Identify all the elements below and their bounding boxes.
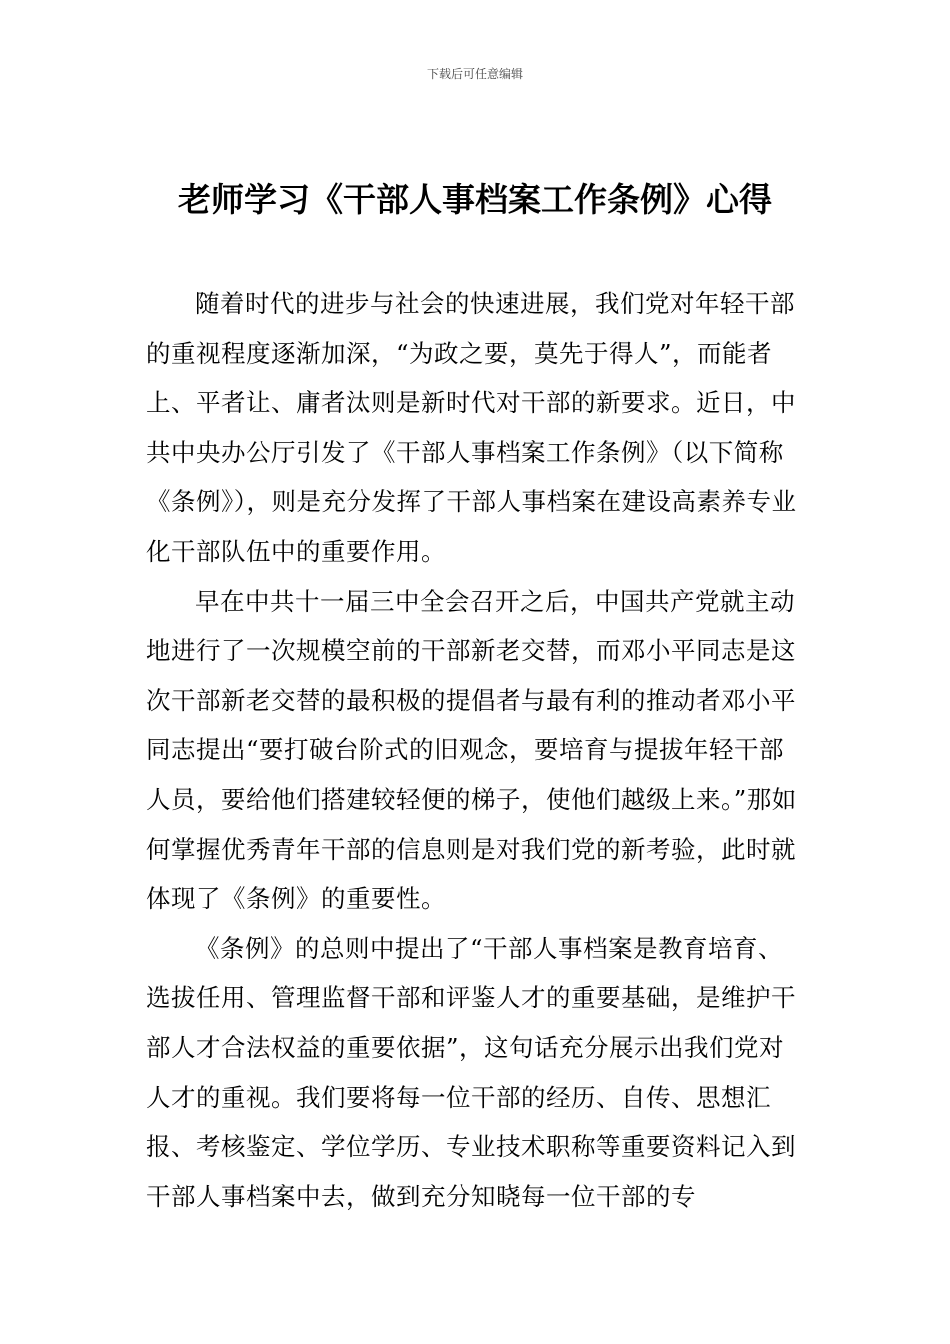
paragraph-2: 早在中共十一届三中全会召开之后，中国共产党就主动地进行了一次规模空前的干部新老交替，而邓小平同志是这次干部新老交替的最积极的提倡者与最有利的推动者邓小平同志提出“要打破台阶式的旧观念，要培育与提拔年轻干部人员，要给他们搭建较轻便的梯子，使他们越级上来。”那如何掌握优秀青年干部的信息则是对我们党的新考验，此时就体现了《条例》的重要性。 (146, 586, 797, 914)
paragraph-1: 随着时代的进步与社会的快速进展，我们党对年轻干部的重视程度逐渐加深，“为政之要，莫先于得人”，而能者上、平者让、庸者汰则是新时代对干部的新要求。近日，中共中央办公厅引发了《干部人事档案工作条例》（以下简称《条例》），则是充分发挥了干部人事档案在建设高素养专业化干部队伍中的重要作用。 (146, 289, 797, 566)
paragraph-3: 《条例》的总则中提出了“干部人事档案是教育培育、选拔任用、管理监督干部和评鉴人才的重要基础，是维护干部人才合法权益的重要依据”，这句话充分展示出我们党对人才的重视。我们要将每一位干部的经历、自传、思想汇报、考核鉴定、学位学历、专业技术职称等重要资料记入到干部人事档案中去，做到充分知晓每一位干部的专 (146, 933, 796, 1211)
document-body (146, 279, 806, 1221)
header-note: 下载后可任意编辑 (426, 67, 523, 81)
document-title: 老师学习《干部人事档案工作条例》心得 (178, 180, 772, 219)
